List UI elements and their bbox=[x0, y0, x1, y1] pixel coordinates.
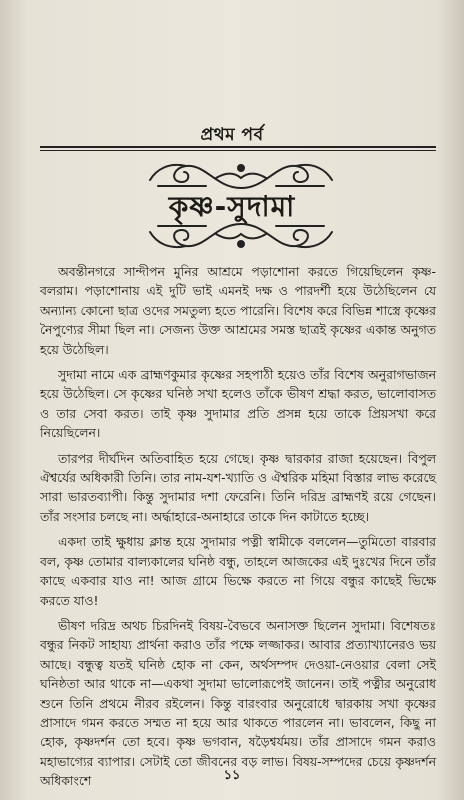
chapter-title: কৃষ্ণ-সুদামা bbox=[168, 190, 296, 223]
paragraph: একদা তাই ক্ষুধায় ক্লান্ত হয়ে সুদামার পত্নী স্বামীকে বললেন—তুমিতো বারবার বল, কৃষ্ণ তোমার বাল্যকালের ঘনিষ্ঠ বন্ধু, তাহলে আজকের এই দুঃখের দিনে তাঁর কাছে একবার যাও না! আজ গ্রামে ভিক্ষে করতে না গিয়ে বন্ধুর কাছেই ভিক্ষে করতে যাও! bbox=[40, 534, 436, 608]
chapter-body bbox=[40, 262, 436, 797]
title-rule-thick bbox=[40, 146, 436, 148]
part-title: প্রথম পর্ব bbox=[200, 125, 264, 145]
title-rule-thin bbox=[40, 150, 436, 151]
paragraph: তারপর দীর্ঘদিন অতিবাহিত হয়ে গেছে। কৃষ্ণ দ্বারকার রাজা হয়েছেন। বিপুল ঐশ্বর্যের অধিকারী তিনি। তার নাম-যশ-খ্যাতি ও ঐশ্বরিক মহিমা বিস্তার লাভ করেছে সারা ভারতব্যাপী। কিন্তু সুদামার দশা ফেরেনি। তিনি দরিদ্র ব্রাহ্মণই রয়ে গেছেন। তাঁর সংসার চলছে না। অর্দ্ধাহারে-অনাহারে তাকে দিন কাটাতে হচ্ছে। bbox=[40, 450, 436, 524]
paragraph: ভীষণ দরিদ্র অথচ চিরদিনই বিষয়-বৈভবে অনাসক্ত ছিলেন সুদামা। বিশেষতঃ বন্ধুর নিকট সাহায্য প্রার্থনা করাও তাঁর পক্ষে লজ্জাকর। আবার প্রত্যাখ্যানেরও ভয় আছে। বন্ধুত্ব যতই ঘনিষ্ঠ হোক না কেন, অর্থসম্পদ দেওয়া-নেওয়ার বেলা সেই ঘনিষ্ঠতা আর থাকে না—একথা সুদামা ভালোরূপেই জানেন। তাই পত্নীর অনুরোধ শুনে তিনি প্রথমে নীরব রইলেন। কিন্তু বারংবার অনুরোধে দ্বারকায় সখা কৃষ্ণের প্রাসাদে গমন করতে সম্মত না হয়ে আর থাকতে পারলেন না। ভাবলেন, কিছু না হোক, কৃষ্ণদর্শন তো হবে। কৃষ্ণ ভগবান, ষড়ৈশ্বর্যময়। তাঁর প্রাসাদে গমন করাও মহাভাগ্যের ব্যাপার। সেটাই তো জীবনের বড় লাভ। বিষয়-সম্পদের চেয়ে কৃষ্ণদর্শন অধিকাংশে bbox=[40, 617, 436, 789]
paragraph: সুদামা নামে এক ব্রাহ্মণকুমার কৃষ্ণের সহপাঠী হয়েও তাঁর বিশেষ অনুরাগভাজন হয়ে উঠেছিল। সে কৃষ্ণের ঘনিষ্ঠ সখা হলেও তাঁকে ভীষণ শ্রদ্ধা করত, ভালোবাসত ও তার সেবা করত। তাই কৃষ্ণ সুদামার প্রতি প্রসন্ন হয়ে তাকে প্রিয়সখা করে নিয়েছিলেন। bbox=[40, 367, 436, 441]
ornament-bottom-icon bbox=[146, 220, 336, 254]
page-number: ১১ bbox=[223, 768, 241, 783]
paragraph: অবন্তীনগরে সান্দীপন মুনির আশ্রমে পড়াশোনা করতে গিয়েছিলেন কৃষ্ণ-বলরাম। পড়াশোনায় এই দুটি ভাই এমনই দক্ষ ও পারদর্শী হয়ে উঠেছিলেন যে অন্যান্য কোনো ছাত্র ওদের সমতুল্য হতে পারেনি। বিশেষ করে বিভিন্ন শাস্ত্রে কৃষ্ণের নৈপুণ্যের সীমা ছিল না। সেজন্য উক্ত আশ্রমের সমস্ত ছাত্রই কৃষ্ণের একান্ত অনুগত হয়ে উঠেছিল। bbox=[40, 264, 436, 357]
